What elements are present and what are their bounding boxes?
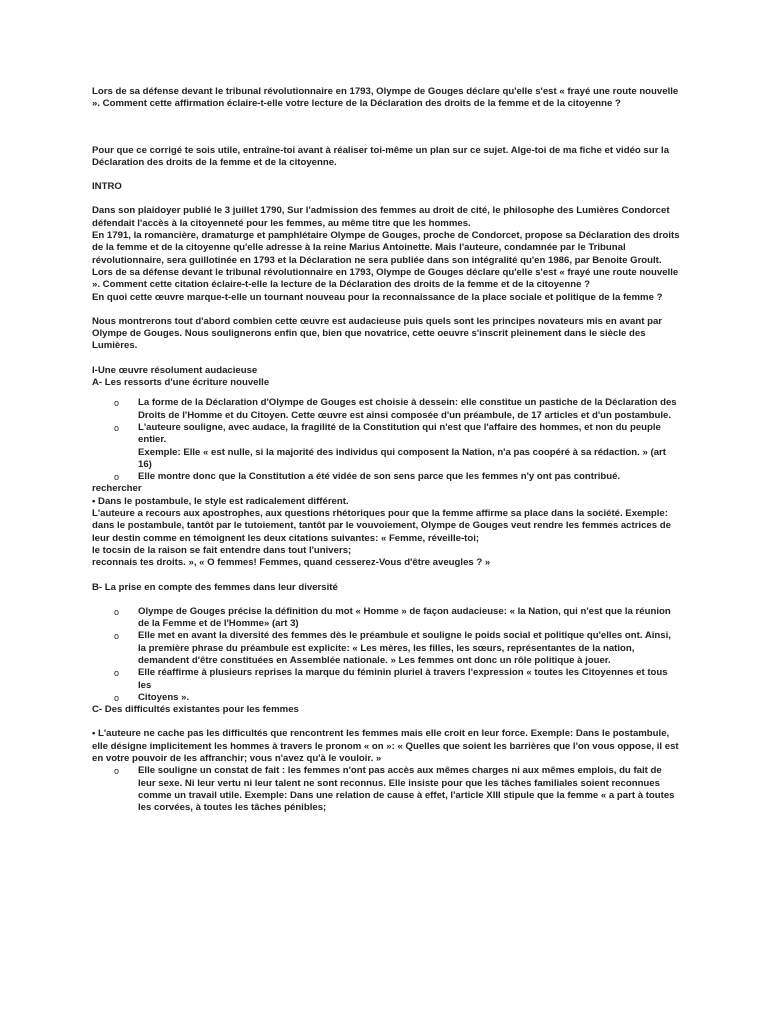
circle-bullet-icon: o	[114, 472, 120, 483]
part-c-paragraph: • L'auteure ne cache pas les difficultés que rencontrent les femmes mais elle croit en leur force. Exemple: Dans le postambule, elle désigne implicitement les hommes à travers le pronom « on »: « Quelles que soient les barrières que l'on vous oppose, il est en votre pouvoir de les affranchir; vous n'avez qu'à le vouloir. »	[92, 728, 679, 765]
list-part-a	[92, 397, 680, 483]
circle-bullet-icon: o	[114, 422, 120, 433]
list-part-b	[92, 606, 680, 704]
part-1-title: I-Une œuvre résolument audacieuse	[92, 364, 258, 376]
list-item: o La forme de la Déclaration d'Olympe de Gouges est choisie à dessein: elle constitue un pastiche de la Déclaration des Droits de l'Homme et du Citoyen. Cette œuvre est ainsi composée d'un préambule, de 17 articles et d'un postambule.	[114, 397, 677, 421]
list-item: o Elle montre donc que la Constitution a été vidée de son sens parce que les femmes n'y ont pas contribué.	[114, 471, 621, 483]
list-item: o L'auteure souligne, avec audace, la fragilité de la Constitution qui n'est que l'affaire des hommes, et non du peuple entier. Exemple: Elle « est nulle, si la majorité des individus qui composent la Nation, n'a pas coopéré à sa rédaction. » (art 16)	[138, 422, 680, 471]
intro-paragraph-condorcet: Dans son plaidoyer publié le 3 juillet 1790, Sur l'admission des femmes au droit de cité, le philosophe des Lumières Condorcet défendait l'accès à la citoyenneté pour les femmes, au même titre que les hommes.	[92, 205, 670, 229]
list-item: o Elle réaffirme à plusieurs reprises la marque du féminin pluriel à travers l'expression « toutes les Citoyennes et tous les	[114, 667, 668, 691]
list-item: o Elle met en avant la diversité des femmes dès le préambule et souligne le poids social et politique qu'elles ont. Ainsi, la première phrase du préambule est explicite: « Les mères, les filles, les sœurs, représentantes de la nation, demandent d'être constituées en Assemblée nationale. » Les femmes ont donc un rôle politique à jouer.	[114, 630, 671, 666]
style-bullet-line: • Dans le postambule, le style est radicalement différent.	[92, 495, 349, 507]
reconnais-line: reconnais tes droits. », « O femmes! Femmes, quand cesserez-Vous d'être aveugles ? »	[92, 557, 491, 569]
circle-bullet-icon: o	[114, 606, 120, 617]
list-item: o Elle souligne un constat de fait : les femmes n'ont pas accès aux mêmes charges ni aux mêmes emplois, du fait de leur sexe. Ni leur vertu ni leur talent ne sont reconnus. Elle insiste pour que les tâches familiales soient reconnues comme un travail utile. Exemple: Dans une relation de cause à effet, l'article XIII stipule que la femme « a part à toutes les corvées, à toutes les tâches pénibles;	[114, 765, 675, 814]
essay-question: Lors de sa défense devant le tribunal révolutionnaire en 1793, Olympe de Gouges déclare qu'elle s'est « frayé une route nouvelle ». Comment cette affirmation éclaire-t-elle votre lecture de la Déclaration des droits de la femme et de la citoyenne ?	[92, 86, 679, 110]
list-part-c	[92, 765, 680, 814]
circle-bullet-icon: o	[114, 766, 120, 777]
circle-bullet-icon: o	[114, 398, 120, 409]
part-a-title: A- Les ressorts d'une écriture nouvelle	[92, 377, 270, 389]
intro-paragraph-question: Lors de sa défense devant le tribunal révolutionnaire en 1793, Olympe de Gouges déclare qu'elle s'est « frayé une route nouvelle ». Comment cette citation éclaire-t-elle la lecture de la Déclaration des droits de la femme et de la citoyenne ?	[92, 266, 679, 291]
advice-paragraph: Pour que ce corrigé te sois utile, entraîne-toi avant à réaliser toi-même un plan sur ce sujet. Alge-toi de ma fiche et vidéo sur la Déclaration des droits de la femme et de la citoyenne.	[92, 144, 670, 168]
tocsin-line: le tocsin de la raison se fait entendre dans tout l'univers;	[92, 544, 352, 556]
part-c-title: C- Des difficultés existantes pour les femmes	[92, 704, 299, 716]
circle-bullet-icon: o	[114, 668, 120, 679]
intro-paragraph-problematic: En quoi cette œuvre marque-t-elle un tournant nouveau pour la reconnaissance de la place sociale et politique de la femme ?	[92, 291, 663, 303]
list-item: o Citoyens ».	[114, 691, 190, 703]
circle-bullet-icon: o	[114, 692, 120, 703]
example-quote: Exemple: Elle « est nulle, si la majorité des individus qui composent la Nation, n'a pas coopéré à sa rédaction. » (art 16)	[138, 446, 666, 470]
intro-paragraph-gouges: En 1791, la romancière, dramaturge et pamphlétaire Olympe de Gouges, proche de Condorcet, propose sa Déclaration des droits de la femme et de la citoyenne qu'elle adresse à la reine Marius Antoinette. Mais l'auteure, condamnée par le Tribunal révolutionnaire, sera guillotinée en 1793 et la Déclaration ne sera publiée dans son intégralité qu'en 1986, par Benoite Groult.	[92, 230, 680, 266]
list-item: o Olympe de Gouges précise la définition du mot « Homme » de façon audacieuse: « la Nation, qui n'est que la réunion de la Femme et de l'Homme» (art 3)	[114, 605, 671, 630]
part-b-title: B- La prise en compte des femmes dans leur diversité	[92, 581, 338, 593]
plan-paragraph: Nous montrerons tout d'abord combien cette œuvre est audacieuse puis quels sont les principes novateurs mis en avant par Olympe de Gouges. Nous soulignerons enfin que, bien que novatrice, cette oeuvre s'inscrit pleinement dans le siècle des Lumières.	[92, 315, 663, 352]
circle-bullet-icon: o	[114, 631, 120, 642]
intro-heading: INTRO	[92, 181, 122, 193]
style-paragraph: L'auteure a recours aux apostrophes, aux questions rhétoriques pour que la femme affirme sa place dans la société. Exemple: dans le postambule, tantôt par le tutoiement, tantôt par le vouvoiement, Olympe de Gouges veut rendre les femmes actrices de leur destin comme en témoignent les deux citations suivantes: « Femme, réveille-toi;	[92, 508, 671, 544]
document-page	[92, 86, 680, 815]
rechercher-note: rechercher	[92, 483, 142, 495]
